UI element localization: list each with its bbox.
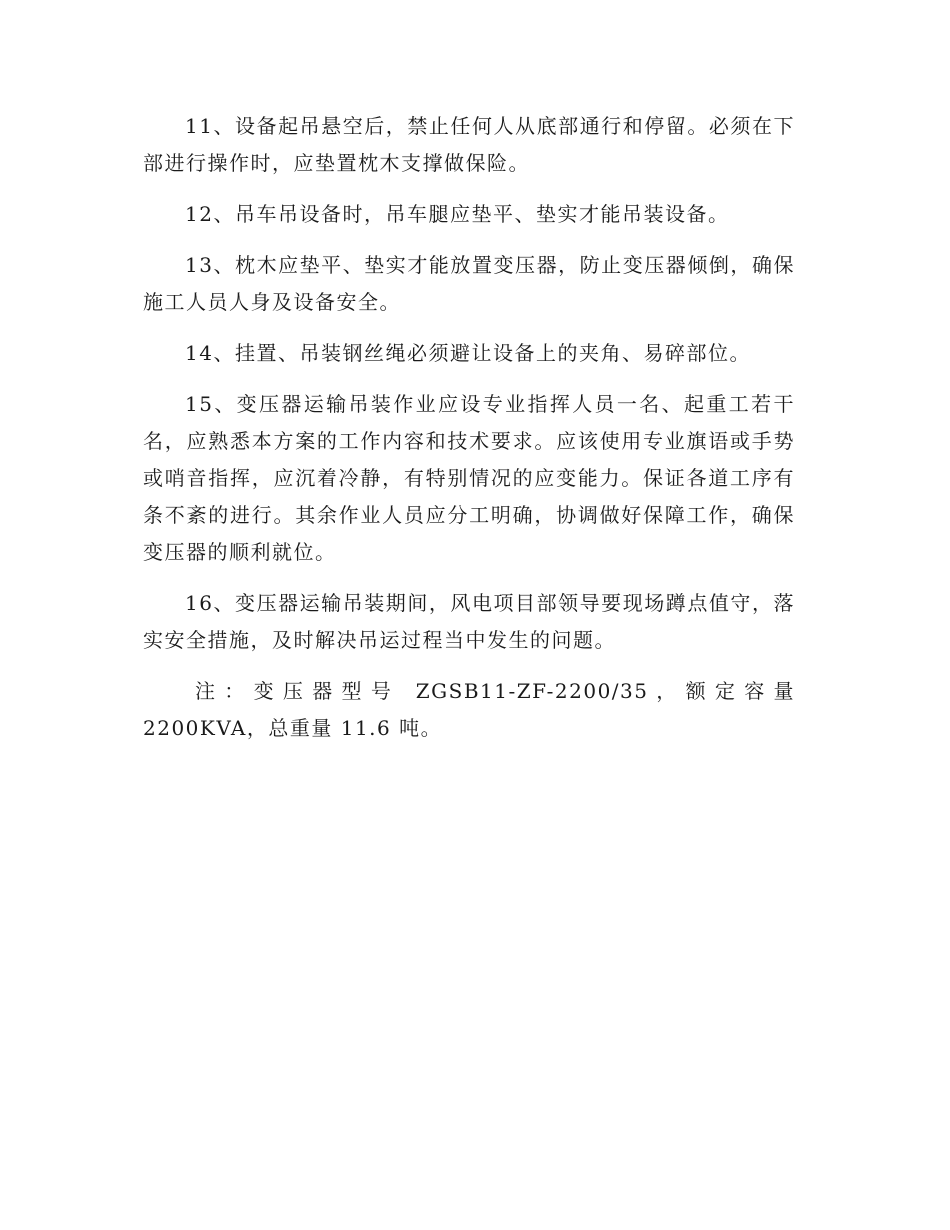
paragraph-item-13: 13、枕木应垫平、垫实才能放置变压器，防止变压器倾倒，确保施工人员人身及设备安全。 bbox=[143, 253, 795, 314]
transformer-spec-note: 注：变压器型号 ZGSB11-ZF-2200/35，额定容量 2200KVA，总重量 11.6 吨。 bbox=[143, 679, 795, 740]
paragraph-item-11: 11、设备起吊悬空后，禁止任何人从底部通行和停留。必须在下部进行操作时，应垫置枕木支撑做保险。 bbox=[143, 114, 795, 175]
paragraph-item-16: 16、变压器运输吊装期间，风电项目部领导要现场蹲点值守，落实安全措施，及时解决吊运过程当中发生的问题。 bbox=[143, 591, 795, 652]
paragraph-item-14: 14、挂置、吊装钢丝绳必须避让设备上的夹角、易碎部位。 bbox=[185, 341, 751, 365]
paragraph-item-12: 12、吊车吊设备时，吊车腿应垫平、垫实才能吊装设备。 bbox=[185, 202, 730, 226]
paragraph-item-15: 15、变压器运输吊装作业应设专业指挥人员一名、起重工若干名，应熟悉本方案的工作内容和技术要求。应该使用专业旗语或手势或哨音指挥，应沉着冷静，有特别情况的应变能力。保证各道工序有条不紊的进行。其余作业人员应分工明确，协调做好保障工作，确保变压器的顺利就位。 bbox=[143, 392, 795, 564]
document-body bbox=[143, 108, 795, 747]
